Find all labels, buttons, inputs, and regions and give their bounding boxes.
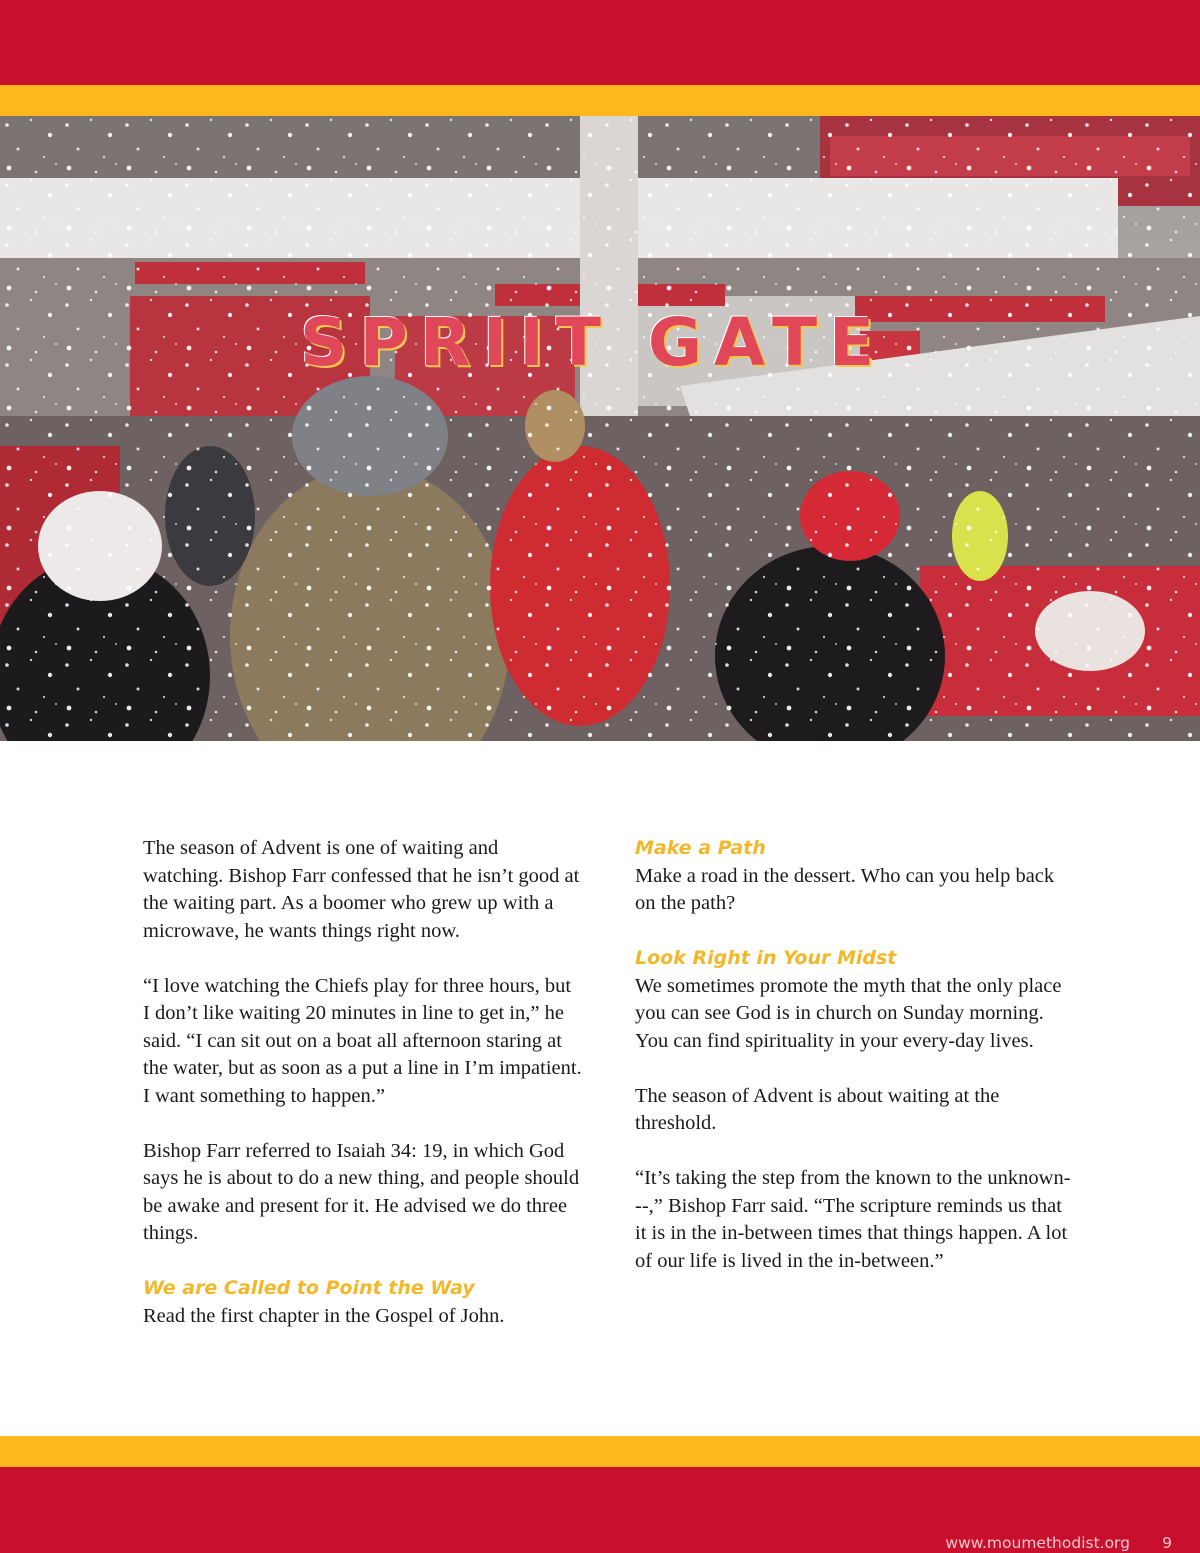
paragraph-isaiah: Bishop Farr referred to Isaiah 34: 19, in which God says he is about to do a new thing, and people should be awake and present for it. He advised we do three things.: [143, 1139, 580, 1244]
paragraph-threshold: The season of Advent is about waiting at the threshold.: [635, 1084, 1000, 1134]
paragraph-chiefs-quote: “I love watching the Chiefs play for three hours, but I don’t like waiting 20 minutes in line to get in,” he said. “I can sit out on a boat all afternoon staring at the water, but as soon as a put a line in I’m impatient. I want something to happen.”: [143, 974, 582, 1107]
heading-look-right: Look Right in Your Midst: [635, 947, 897, 969]
top-red-band: [0, 0, 1200, 85]
paragraph-advent-intro: The season of Advent is one of waiting and watching. Bishop Farr confessed that he isn’t good at the waiting part. As a boomer who grew up with a microwave, he wants things right now.: [143, 837, 580, 942]
footer-website-link[interactable]: www.moumethodist.org: [945, 1534, 1130, 1552]
right-column: [635, 835, 1075, 1303]
snowy-gate-illustration: [0, 116, 1200, 741]
page-number: 9: [1162, 1534, 1172, 1552]
left-column: [143, 835, 583, 1358]
heading-point-the-way: We are Called to Point the Way: [143, 1277, 475, 1299]
paragraph-in-between-quote: “It’s taking the step from the known to the unknown---,” Bishop Farr said. “The scripture reminds us that it is in the in-between times that things happen. A lot of our life is lived in the in-between.”: [635, 1167, 1071, 1272]
paragraph-gospel-john: Read the first chapter in the Gospel of John.: [143, 1304, 505, 1327]
heading-make-a-path: Make a Path: [635, 837, 766, 859]
paragraph-make-a-road: Make a road in the dessert. Who can you help back on the path?: [635, 864, 1055, 914]
paragraph-spirituality: We sometimes promote the myth that the only place you can see God is in church on Sunday morning. You can find spirituality in your every-day lives.: [635, 974, 1062, 1052]
top-gold-band: [0, 85, 1200, 116]
bottom-gold-band: [0, 1436, 1200, 1467]
spirit-gate-sign: SPRIIT GATE: [300, 304, 887, 381]
stadium-gate-photo: [0, 116, 1200, 741]
